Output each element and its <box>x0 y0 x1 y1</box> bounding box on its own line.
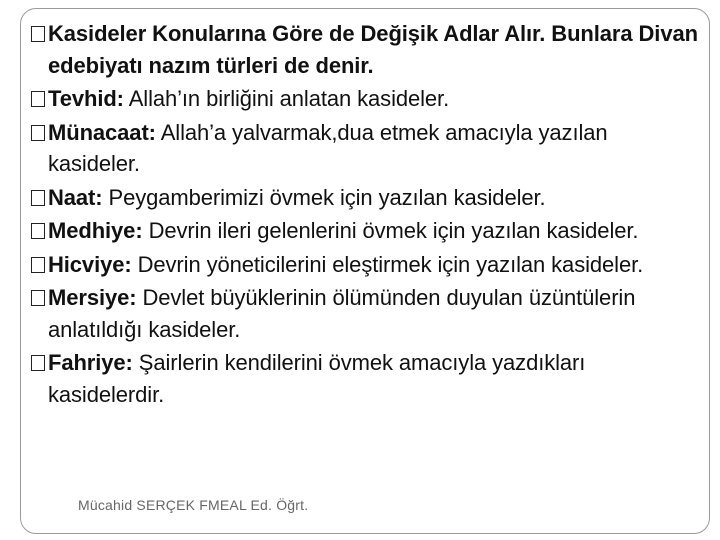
bullet-intro <box>30 18 700 81</box>
intro-text: Kasideler Konularına Göre de Değişik Adlar Alır. Bunlara Divan edebiyatı nazım türleri de denir. <box>48 21 698 78</box>
bullet-box-icon <box>31 355 45 371</box>
bullet-munacaat <box>30 117 700 180</box>
bullet-box-icon <box>31 223 45 239</box>
bullet-medhiye <box>30 215 700 247</box>
term-description: Şairlerin kendilerini övmek amacıyla yazdıkları kasidelerdir. <box>48 350 586 407</box>
term-label: Münacaat: <box>48 119 156 145</box>
bullet-list <box>30 18 700 410</box>
bullet-box-icon <box>31 125 45 141</box>
bullet-mersiye <box>30 282 700 345</box>
term-description: Devrin yöneticilerini eleştirmek için yazılan kasideler. <box>131 251 644 277</box>
bullet-hicviye <box>30 249 700 281</box>
bullet-box-icon <box>31 290 45 306</box>
bullet-fahriye <box>30 347 700 410</box>
bullet-naat <box>30 182 700 214</box>
term-description: Peygamberimizi övmek için yazılan kasideler. <box>102 184 546 210</box>
term-label: Fahriye: <box>48 350 133 375</box>
bullet-tevhid <box>30 83 700 115</box>
bullet-box-icon <box>31 91 45 107</box>
term-description: Allah’a yalvarmak,dua etmek amacıyla yazılan kasideler. <box>48 119 608 176</box>
term-label: Hicviye: <box>48 251 132 277</box>
term-label: Medhiye: <box>48 218 143 243</box>
term-label: Mersiye: <box>48 285 137 310</box>
term-label: Tevhid: <box>48 86 124 111</box>
footer-author: Mücahid SERÇEK FMEAL Ed. Öğrt. <box>78 497 309 513</box>
term-label: Naat: <box>48 184 103 210</box>
term-description: Allah’ın birliğini anlatan kasideler. <box>123 86 450 111</box>
term-description: Devlet büyüklerinin ölümünden duyulan üzüntülerin anlatıldığı kasideler. <box>48 285 636 342</box>
bullet-box-icon <box>31 257 45 273</box>
bullet-box-icon <box>31 190 45 206</box>
term-description: Devrin ileri gelenlerini övmek için yazılan kasideler. <box>142 218 639 243</box>
bullet-box-icon <box>31 26 45 42</box>
